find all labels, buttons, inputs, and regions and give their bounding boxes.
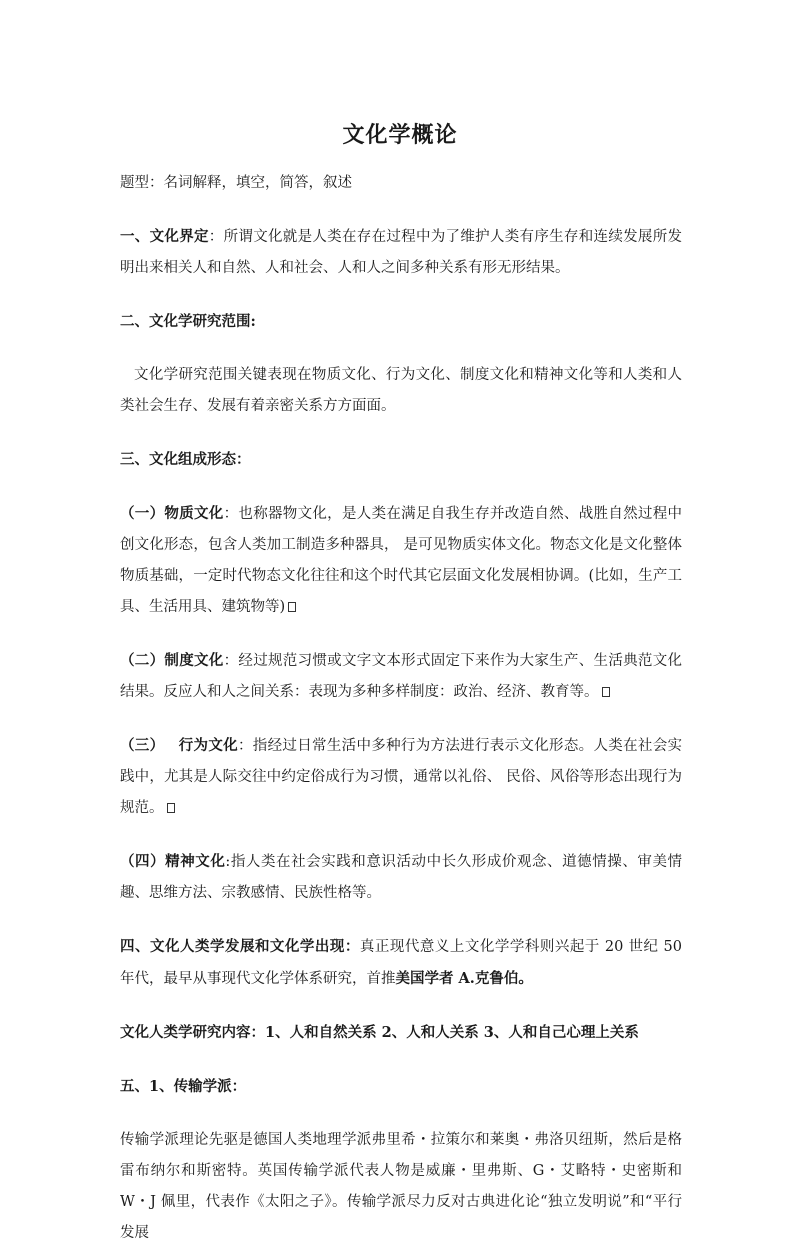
section-4b-line: 文化人类学研究内容：1、人和自然关系 2、人和人关系 3、人和自己心理上关系	[120, 1024, 639, 1041]
section-4-text: 真正现代意义上文化学学科则兴起于 20 世纪 50 年代，最早从事现代文化学体系研究，首推	[120, 939, 683, 987]
section-5-text: 传输学派理论先驱是德国人类地理学派弗里希・拉策尔和莱奥・弗洛贝纽斯，然后是格雷布纳尔和斯密特。英国传输学派代表人物是威廉・里弗斯、G・艾略特・史密斯和 W・J 佩里，代表作《太阳之子》。传输学派尽力反对古典进化论“独立发明说”和“平行发展	[120, 1132, 682, 1241]
missing-glyph-icon	[167, 803, 175, 813]
section-3-2-paragraph	[120, 645, 682, 708]
section-3-4-heading: （四）精神文化	[120, 853, 226, 870]
section-5-paragraph	[120, 1125, 682, 1249]
section-1-paragraph	[120, 221, 682, 284]
section-3-2-heading: （二）制度文化	[120, 652, 224, 669]
document-body	[120, 168, 682, 1249]
section-3-4-text: :指人类在社会实践和意识活动中长久形成价观念、道德情操、审美情趣、思维方法、宗教感情、民族性格等。	[120, 854, 682, 901]
section-4b-paragraph	[120, 1017, 682, 1049]
section-1-text: ：所谓文化就是人类在存在过程中为了维护人类有序生存和连续发展所发明出来相关人和自然、人和社会、人和人之间多种关系有形无形结果。	[120, 229, 683, 276]
section-3-3-heading: 行为文化	[178, 737, 238, 754]
section-3-3-paren: （三）	[120, 737, 165, 754]
section-2-heading: 二、文化学研究范围:	[120, 313, 256, 330]
section-2-paragraph	[120, 360, 682, 422]
section-5-heading: 五、1、传输学派：	[120, 1078, 247, 1095]
section-3-heading-paragraph	[120, 444, 682, 476]
section-4-bold-end: 美国学者 A.克鲁伯。	[395, 970, 533, 987]
question-types-line	[120, 168, 682, 199]
missing-glyph-icon	[288, 602, 296, 612]
section-4-paragraph	[120, 931, 682, 995]
section-1-heading: 一、文化界定	[120, 228, 209, 245]
missing-glyph-icon	[602, 687, 610, 697]
question-types-text: 题型：名词解释，填空，简答，叙述	[120, 175, 352, 191]
section-3-3-text: ：指经过日常生活中多种行为方法进行表示文化形态。人类在社会实践中，尤其是人际交往中约定俗成行为习惯，通常以礼俗、 民俗、风俗等形态出现行为规范。	[120, 738, 683, 816]
section-3-2-text: ：经过规范习惯或文字文本形式固定下来作为大家生产、生活典范文化结果。反应人和人之间关系：表现为多种多样制度：政治、经济、教育等。	[120, 653, 683, 700]
section-5-heading-paragraph	[120, 1071, 682, 1103]
section-3-1-heading: （一）物质文化	[120, 505, 224, 522]
section-3-3-paragraph	[120, 730, 682, 824]
section-3-4-paragraph	[120, 846, 682, 909]
document-title: 文化学概论	[342, 122, 458, 148]
section-3-1-text: ：也称器物文化，是人类在满足自我生存并改造自然、战胜自然过程中创文化形态，包含人类加工制造多种器具， 是可见物质实体文化。物态文化是文化整体物质基础，一定时代物态文化往往和这个时代其它层面文化发展相协调。(比如，生产工具、生活用具、建筑物等)	[120, 506, 683, 615]
section-3-1-paragraph	[120, 498, 682, 623]
section-4-heading: 四、文化人类学发展和文化学出现：	[120, 938, 360, 955]
section-2-text: 文化学研究范围关键表现在物质文化、行为文化、制度文化和精神文化等和人类和人类社会生存、发展有着亲密关系方方面面。	[120, 367, 682, 414]
section-3-heading: 三、文化组成形态：	[120, 451, 251, 468]
section-2-heading-paragraph	[120, 306, 682, 338]
